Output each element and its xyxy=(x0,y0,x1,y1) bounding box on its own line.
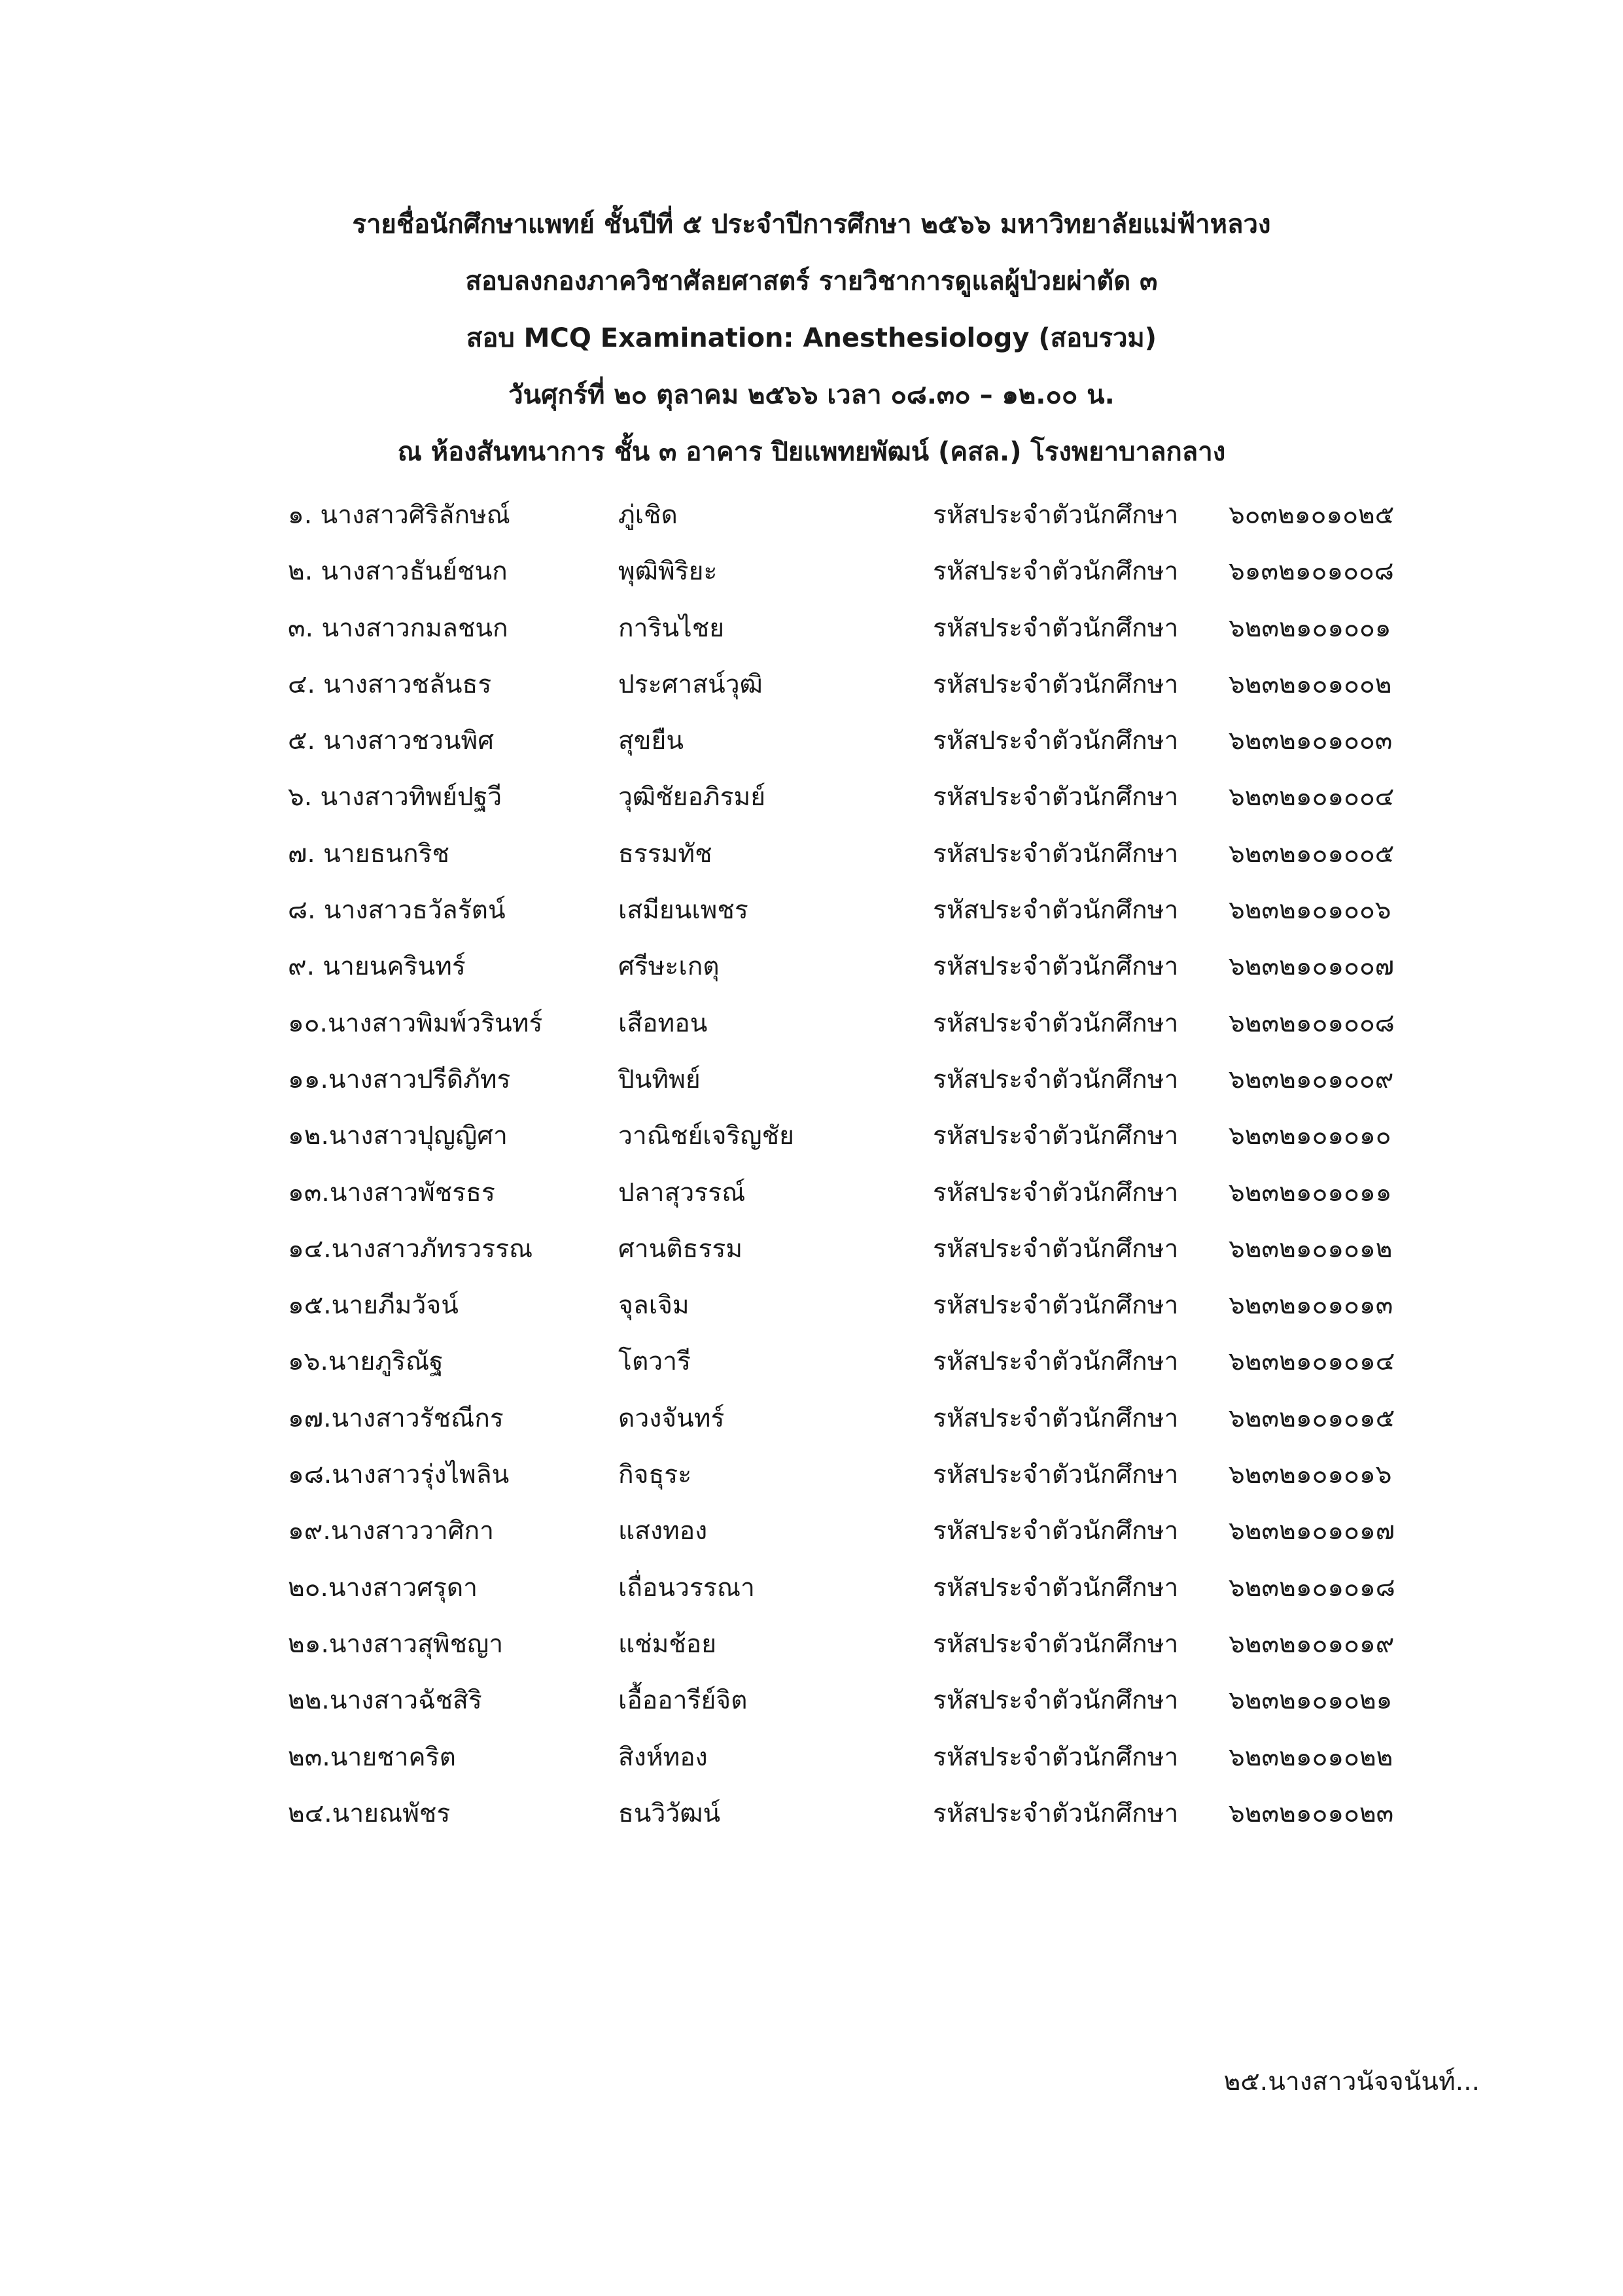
student-row xyxy=(0,1391,1623,1447)
student-first-name: ๑๑.นางสาวปรีดิภัทร xyxy=(288,1064,511,1094)
student-last-name: พุฒิพิริยะ xyxy=(618,557,718,587)
student-last-name: ภู่เชิด xyxy=(618,500,678,530)
student-id: ๖๒๓๒๑๐๑๐๑๑ xyxy=(1229,1177,1392,1208)
student-id-label: รหัสประจำตัวนักศึกษา xyxy=(933,500,1179,530)
student-id: ๖๒๓๒๑๐๑๐๐๔ xyxy=(1229,782,1395,812)
student-last-name: ปลาสุวรรณ์ xyxy=(618,1177,746,1208)
student-last-name: สุขยืน xyxy=(618,726,684,756)
student-id: ๖๒๓๒๑๐๑๐๑๕ xyxy=(1229,1403,1395,1433)
student-row xyxy=(0,1616,1623,1673)
student-last-name: วาณิชย์เจริญชัย xyxy=(618,1121,794,1151)
student-row xyxy=(0,1052,1623,1108)
student-id-label: รหัสประจำตัวนักศึกษา xyxy=(933,1121,1179,1151)
student-first-name: ๑๔.นางสาวภัทรวรรณ xyxy=(288,1234,533,1264)
student-id: ๖๒๓๒๑๐๑๐๒๒ xyxy=(1229,1742,1393,1772)
student-last-name: เถื่อนวรรณา xyxy=(618,1573,755,1603)
student-id: ๖๒๓๒๑๐๑๐๐๕ xyxy=(1229,839,1395,869)
student-first-name: ๕. นางสาวชวนพิศ xyxy=(288,726,495,756)
student-row xyxy=(0,1730,1623,1786)
student-id-label: รหัสประจำตัวนักศึกษา xyxy=(933,1177,1179,1208)
student-id: ๖๒๓๒๑๐๑๐๑๗ xyxy=(1229,1516,1395,1546)
student-last-name: ดวงจันทร์ xyxy=(618,1403,725,1433)
student-first-name: ๙. นายนครินทร์ xyxy=(288,952,466,982)
student-row xyxy=(0,1673,1623,1729)
student-id-label: รหัสประจำตัวนักศึกษา xyxy=(933,839,1179,869)
student-row xyxy=(0,1503,1623,1559)
student-last-name: ประศาสน์วุฒิ xyxy=(618,669,763,699)
student-id-label: รหัสประจำตัวนักศึกษา xyxy=(933,1460,1179,1490)
student-row xyxy=(0,769,1623,826)
student-id-label: รหัสประจำตัวนักศึกษา xyxy=(933,1403,1179,1433)
student-last-name: กิจธุระ xyxy=(618,1460,692,1490)
student-first-name: ๒. นางสาวธันย์ชนก xyxy=(288,557,508,587)
student-row xyxy=(0,826,1623,882)
student-row xyxy=(0,1278,1623,1334)
student-first-name: ๑๓.นางสาวพัชรธร xyxy=(288,1177,495,1208)
student-last-name: ธรรมทัช xyxy=(618,839,712,869)
student-id-label: รหัสประจำตัวนักศึกษา xyxy=(933,669,1179,699)
student-id-label: รหัสประจำตัวนักศึกษา xyxy=(933,1516,1179,1546)
header-date-time: วันศุกร์ที่ ๒๐ ตุลาคม ๒๕๖๖ เวลา ๐๘.๓๐ – ๑๒.๐๐ น. xyxy=(508,380,1115,410)
student-first-name: ๗. นายธนกริช xyxy=(288,839,450,869)
student-row xyxy=(0,600,1623,657)
student-last-name: ธนวิวัฒน์ xyxy=(618,1798,721,1828)
student-id: ๖๒๓๒๑๐๑๐๑๓ xyxy=(1229,1291,1393,1321)
header-title: รายชื่อนักศึกษาแพทย์ ชั้นปีที่ ๕ ประจำปีการศึกษา ๒๕๖๖ มหาวิทยาลัยแม่ฟ้าหลวง xyxy=(352,209,1271,239)
student-first-name: ๒๑.นางสาวสุพิชญา xyxy=(288,1629,504,1659)
student-id: ๖๒๓๒๑๐๑๐๑๐ xyxy=(1229,1121,1391,1151)
student-row xyxy=(0,939,1623,995)
student-last-name: ศานติธรรม xyxy=(618,1234,743,1264)
student-row xyxy=(0,487,1623,544)
student-id: ๖๒๓๒๑๐๑๐๑๙ xyxy=(1229,1629,1395,1659)
student-id-label: รหัสประจำตัวนักศึกษา xyxy=(933,1064,1179,1094)
student-id: ๖๒๓๒๑๐๑๐๑๖ xyxy=(1229,1460,1392,1490)
student-last-name: จุลเจิม xyxy=(618,1291,689,1321)
student-first-name: ๒๒.นางสาวฉัชสิริ xyxy=(288,1686,482,1716)
student-id-label: รหัสประจำตัวนักศึกษา xyxy=(933,613,1179,643)
student-first-name: ๑๕.นายภีมวัจน์ xyxy=(288,1291,459,1321)
student-row xyxy=(0,1108,1623,1164)
student-last-name: แสงทอง xyxy=(618,1516,708,1546)
student-first-name: ๑๗.นางสาวรัชณีกร xyxy=(288,1403,504,1433)
student-row xyxy=(0,544,1623,600)
student-id: ๖๒๓๒๑๐๑๐๑๒ xyxy=(1229,1234,1393,1264)
student-first-name: ๑๙.นางสาววาศิกา xyxy=(288,1516,494,1546)
student-id-label: รหัสประจำตัวนักศึกษา xyxy=(933,1234,1179,1264)
header-exam: สอบ MCQ Examination: Anesthesiology (สอบรวม) xyxy=(466,323,1157,353)
student-id: ๖๒๓๒๑๐๑๐๐๘ xyxy=(1229,1008,1395,1038)
continuation-note: ๒๕.นางสาวนัจจนันท์... xyxy=(1223,2067,1480,2096)
student-id: ๖๒๓๒๑๐๑๐๐๑ xyxy=(1229,613,1391,643)
student-id: ๖๒๓๒๑๐๑๐๐๙ xyxy=(1229,1064,1394,1094)
student-row xyxy=(0,1786,1623,1842)
student-id: ๖๒๓๒๑๐๑๐๐๓ xyxy=(1229,726,1393,756)
student-id-label: รหัสประจำตัวนักศึกษา xyxy=(933,782,1179,812)
student-id-label: รหัสประจำตัวนักศึกษา xyxy=(933,1742,1179,1772)
student-id: ๖๒๓๒๑๐๑๐๑๘ xyxy=(1229,1573,1395,1603)
student-last-name: การินไชย xyxy=(618,613,725,643)
student-first-name: ๔. นางสาวชลันธร xyxy=(288,669,492,699)
student-id-label: รหัสประจำตัวนักศึกษา xyxy=(933,1686,1179,1716)
student-last-name: เสือทอน xyxy=(618,1008,708,1038)
student-first-name: ๘. นางสาวธวัลรัตน์ xyxy=(288,896,506,926)
student-first-name: ๒๐.นางสาวศรุดา xyxy=(288,1573,478,1603)
student-id: ๖๒๓๒๑๐๑๐๐๒ xyxy=(1229,669,1392,699)
student-id: ๖๒๓๒๑๐๑๐๒๑ xyxy=(1229,1686,1393,1716)
student-id: ๖๒๓๒๑๐๑๐๑๔ xyxy=(1229,1347,1395,1377)
student-id-label: รหัสประจำตัวนักศึกษา xyxy=(933,1798,1179,1828)
student-id: ๖๐๓๒๑๐๑๐๒๕ xyxy=(1229,500,1395,530)
student-row xyxy=(0,1165,1623,1221)
student-last-name: แช่มช้อย xyxy=(618,1629,717,1659)
student-last-name: สิงห์ทอง xyxy=(618,1742,708,1772)
student-row xyxy=(0,1447,1623,1503)
student-roster xyxy=(0,487,1623,1842)
student-row xyxy=(0,1334,1623,1390)
student-id-label: รหัสประจำตัวนักศึกษา xyxy=(933,1008,1179,1038)
student-id-label: รหัสประจำตัวนักศึกษา xyxy=(933,557,1179,587)
student-first-name: ๑. นางสาวศิริลักษณ์ xyxy=(288,500,510,530)
student-id-label: รหัสประจำตัวนักศึกษา xyxy=(933,726,1179,756)
student-first-name: ๓. นางสาวกมลชนก xyxy=(288,613,508,643)
student-id: ๖๒๓๒๑๐๑๐๐๗ xyxy=(1229,952,1395,982)
student-id-label: รหัสประจำตัวนักศึกษา xyxy=(933,896,1179,926)
student-first-name: ๑๒.นางสาวปุญญิศา xyxy=(288,1121,508,1151)
student-first-name: ๖. นางสาวทิพย์ปฐวี xyxy=(288,782,502,812)
header-location: ณ ห้องสันทนาการ ชั้น ๓ อาคาร ปิยแพทยพัฒน์ (คสล.) โรงพยาบาลกลาง xyxy=(397,437,1226,467)
student-row xyxy=(0,1221,1623,1278)
student-id: ๖๒๓๒๑๐๑๐๐๖ xyxy=(1229,896,1391,926)
student-first-name: ๑๘.นางสาวรุ่งไพลิน xyxy=(288,1460,510,1490)
student-row xyxy=(0,657,1623,713)
student-last-name: โตวารี xyxy=(618,1347,691,1377)
student-id: ๖๒๓๒๑๐๑๐๒๓ xyxy=(1229,1798,1394,1828)
student-first-name: ๒๓.นายชาคริต xyxy=(288,1742,456,1772)
student-first-name: ๑๐.นางสาวพิมพ์วรินทร์ xyxy=(288,1008,543,1038)
student-row xyxy=(0,713,1623,769)
student-last-name: ศรีษะเกตุ xyxy=(618,952,720,982)
student-last-name: วุฒิชัยอภิรมย์ xyxy=(618,782,766,812)
student-row xyxy=(0,882,1623,939)
student-id: ๖๑๓๒๑๐๑๐๐๘ xyxy=(1229,557,1394,587)
student-id-label: รหัสประจำตัวนักศึกษา xyxy=(933,1629,1179,1659)
student-last-name: เอื้ออารีย์จิต xyxy=(618,1686,748,1716)
student-last-name: ปินทิพย์ xyxy=(618,1064,701,1094)
document-header xyxy=(0,196,1623,481)
student-first-name: ๑๖.นายภูริณัฐ xyxy=(288,1347,444,1377)
header-course: สอบลงกองภาควิชาศัลยศาสตร์ รายวิชาการดูแลผู้ป่วยผ่าตัด ๓ xyxy=(465,266,1158,296)
student-id-label: รหัสประจำตัวนักศึกษา xyxy=(933,1347,1179,1377)
student-row xyxy=(0,996,1623,1052)
student-id-label: รหัสประจำตัวนักศึกษา xyxy=(933,1291,1179,1321)
student-id-label: รหัสประจำตัวนักศึกษา xyxy=(933,1573,1179,1603)
student-id-label: รหัสประจำตัวนักศึกษา xyxy=(933,952,1179,982)
student-row xyxy=(0,1560,1623,1616)
student-first-name: ๒๔.นายณพัชร xyxy=(288,1798,451,1828)
student-last-name: เสมียนเพชร xyxy=(618,896,748,926)
